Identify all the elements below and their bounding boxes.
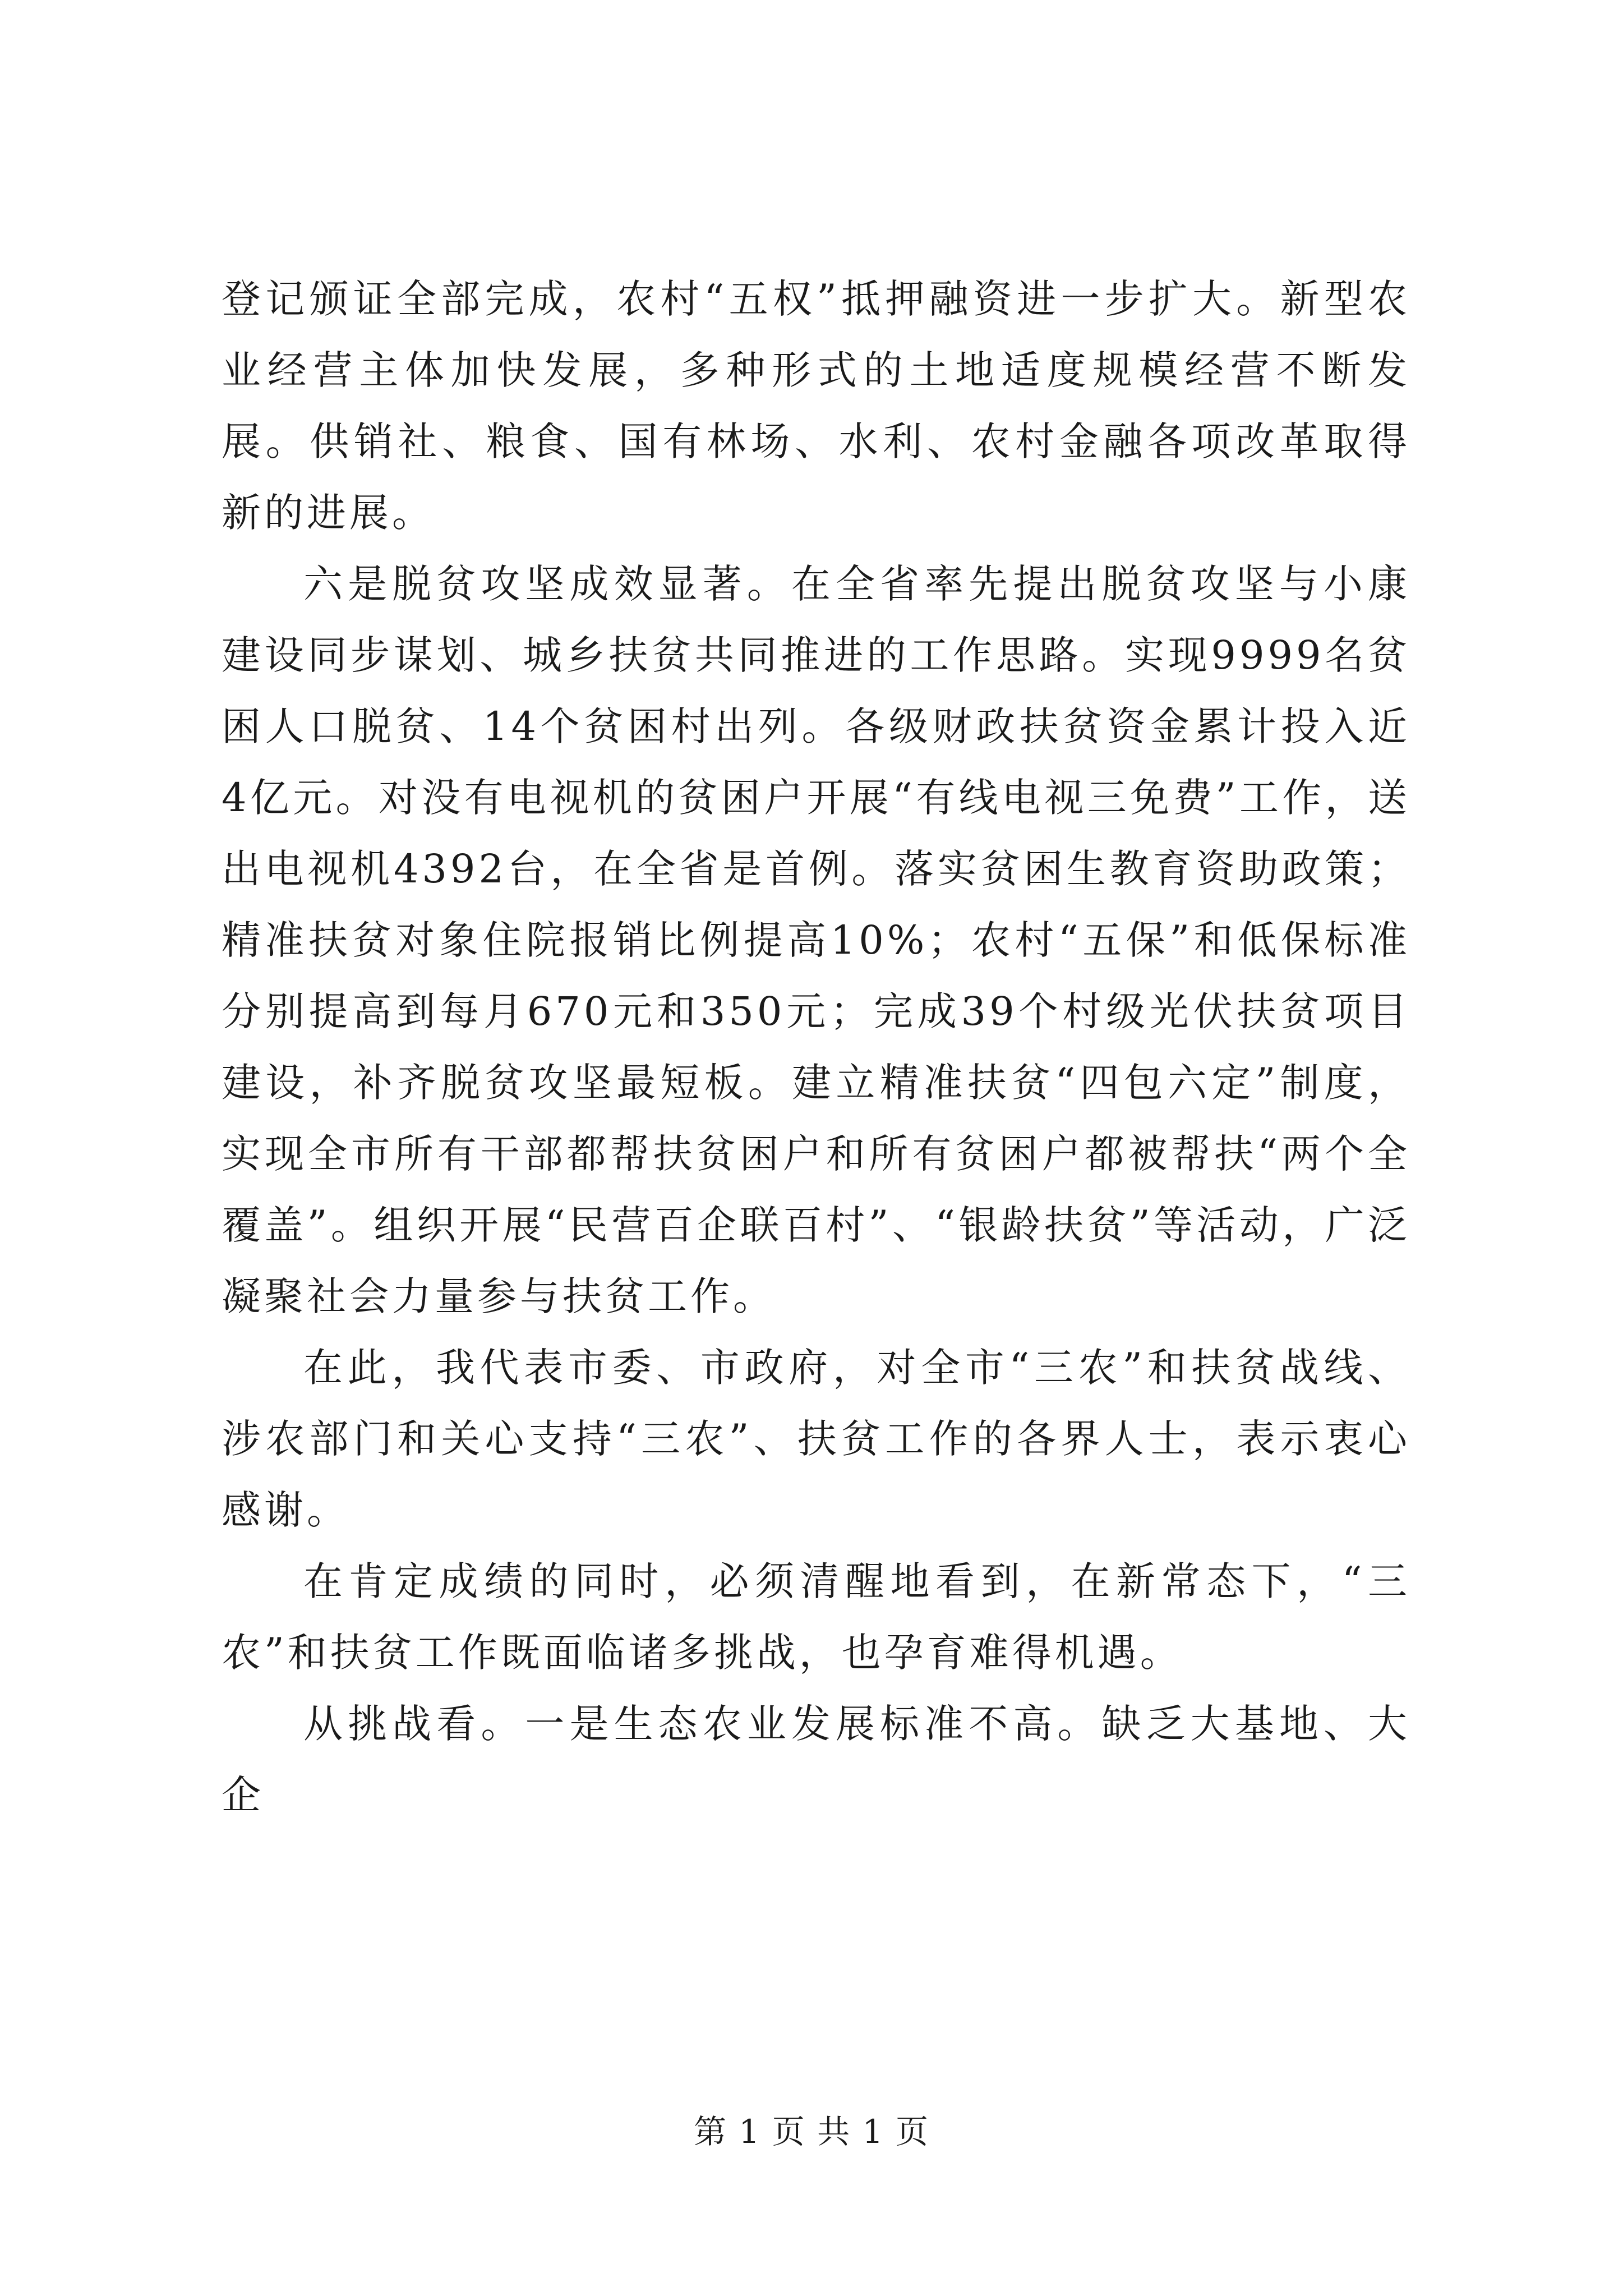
paragraph-4: 在肯定成绩的同时，必须清醒地看到，在新常态下，“三农”和扶贫工作既面临诸多挑战，也孕育难得机遇。 (222, 1558, 1410, 1676)
paragraph-3: 在此，我代表市委、市政府，对全市“三农”和扶贫战线、涉农部门和关心支持“三农”、扶贫工作的各界人士，表示衷心感谢。 (222, 1345, 1410, 1533)
paragraph-5: 从挑战看。一是生态农业发展标准不高。缺乏大基地、大企 (222, 1701, 1410, 1818)
document-body (222, 264, 1410, 1831)
paragraph-1: 登记颁证全部完成，农村“五权”抵押融资进一步扩大。新型农业经营主体加快发展，多种形式的土地适度规模经营不断发展。供销社、粮食、国有林场、水利、农村金融各项改革取得新的进展。 (222, 276, 1410, 536)
page-footer: 第 1 页 共 1 页 (694, 2113, 929, 2151)
paragraph-2: 六是脱贫攻坚成效显著。在全省率先提出脱贫攻坚与小康建设同步谋划、城乡扶贫共同推进的工作思路。实现9999名贫困人口脱贫、14个贫困村出列。各级财政扶贫资金累计投入近4亿元。对没有电视机的贫困户开展“有线电视三免费”工作，送出电视机4392台，在全省是首例。落实贫困生教育资助政策；精准扶贫对象住院报销比例提高10%；农村“五保”和低保标准分别提高到每月670元和350元；完成39个村级光伏扶贫项目建设，补齐脱贫攻坚最短板。建立精准扶贫“四包六定”制度，实现全市所有干部都帮扶贫困户和所有贫困户都被帮扶“两个全覆盖”。组织开展“民营百企联百村”、“银龄扶贫”等活动，广泛凝聚社会力量参与扶贫工作。 (222, 561, 1410, 1319)
